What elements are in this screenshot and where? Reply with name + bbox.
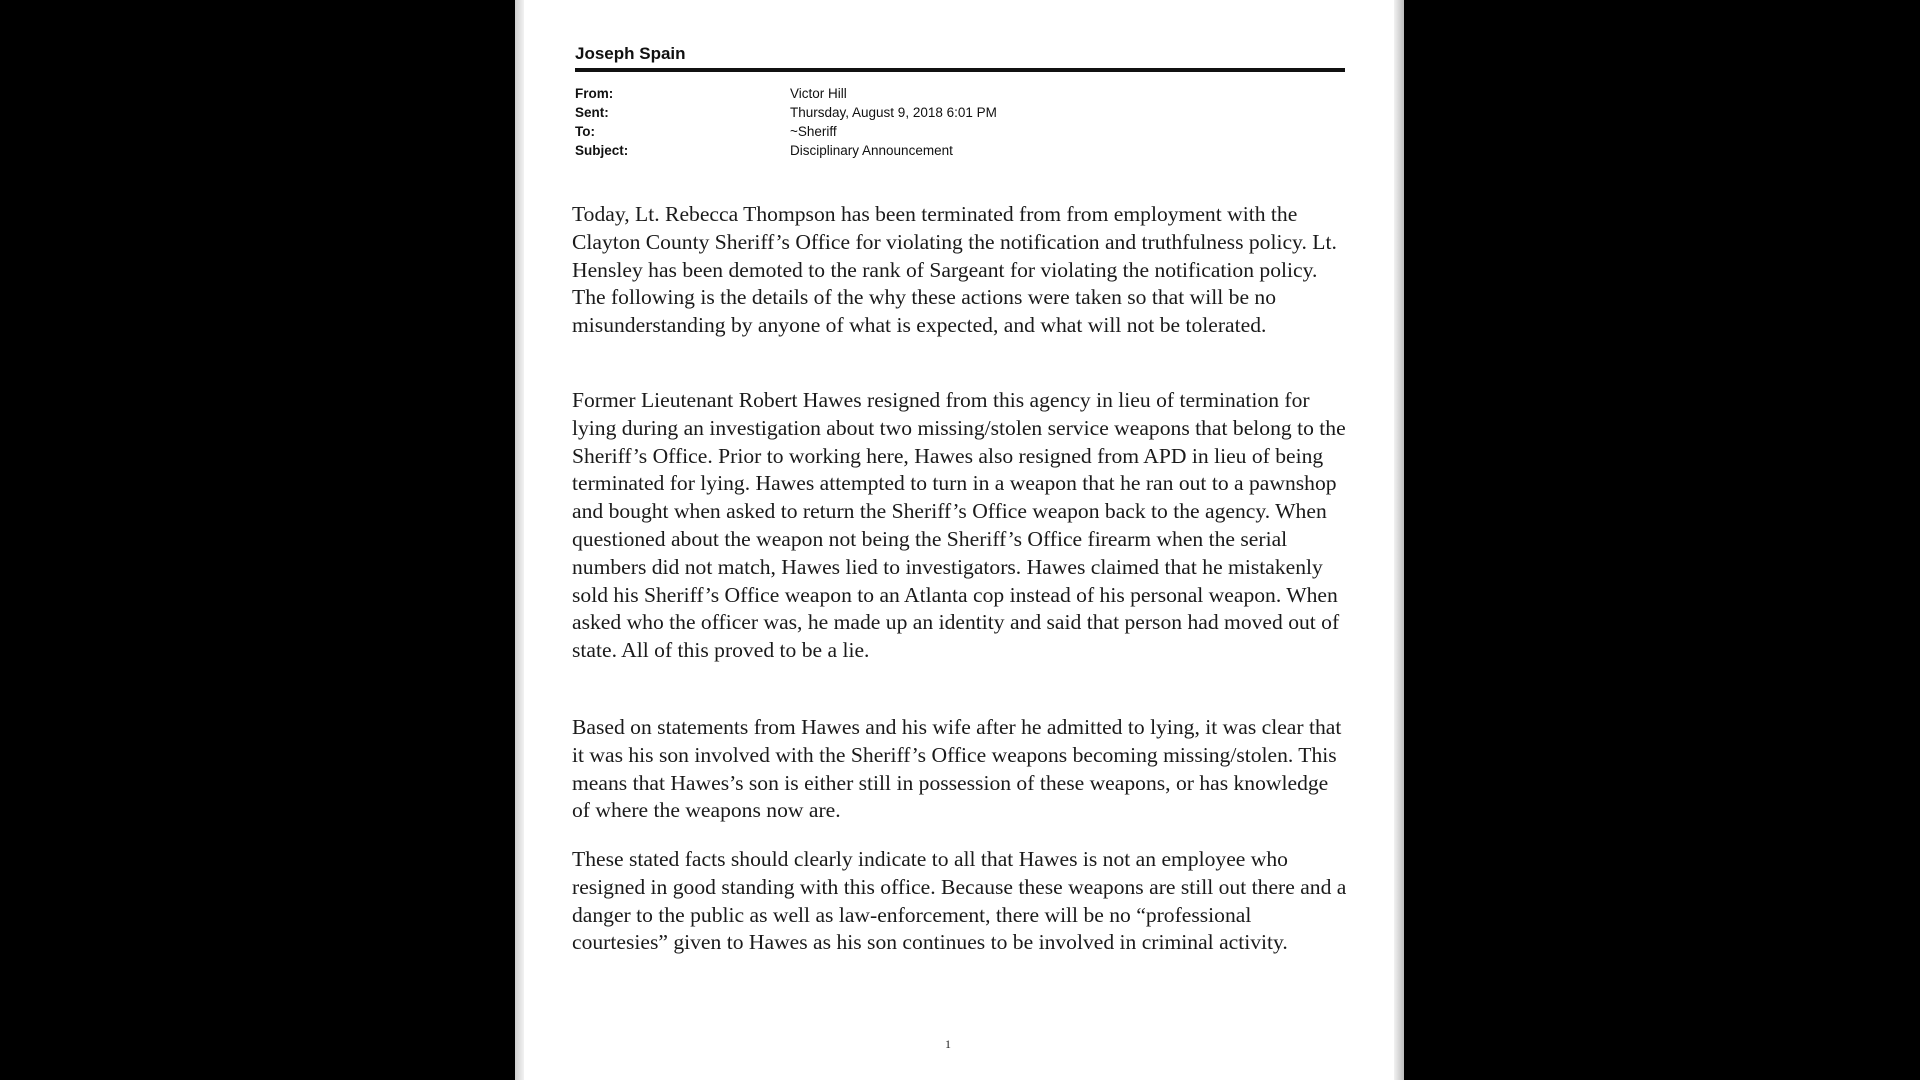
from-value: Victor Hill <box>790 86 847 101</box>
body-paragraph: Today, Lt. Rebecca Thompson has been terminated from from employment with the Clayton County Sheriff’s Office for violating the notification and truthfulness policy. Lt. Hensley has been demoted to the rank of Sargeant for violating the notification policy. The following is the details of the why these actions were taken so that will be no misunderstanding by anyone of what is expected, and what will not be tolerated. <box>572 202 1337 338</box>
body-paragraph: Former Lieutenant Robert Hawes resigned from this agency in lieu of termination for lying during an investigation about two missing/stolen service weapons that belong to the Sheriff’s Office. Prior to working here, Hawes also resigned from APD in lieu of being terminated for lying. Hawes attempted to turn in a weapon that he ran out to a pawnshop and bought when asked to return the Sheriff’s Office weapon back to the agency. When questioned about the weapon not being the Sheriff’s Office firearm when the serial numbers did not match, Hawes lied to investigators. Hawes claimed that he mistakenly sold his Sheriff’s Office weapon to an Atlanta cop instead of his personal weapon. When asked who the officer was, he made up an identity and said that person had moved out of state. All of this proved to be a lie. <box>572 388 1346 663</box>
page-number: 1 <box>945 1037 951 1051</box>
subject-value: Disciplinary Announcement <box>790 143 953 158</box>
sent-label: Sent: <box>575 105 609 120</box>
page-edge-shadow-left <box>515 0 524 1080</box>
to-label: To: <box>575 124 595 139</box>
sender-name: Joseph Spain <box>575 44 686 63</box>
page-edge-shadow-right <box>1394 0 1404 1080</box>
subject-label: Subject: <box>575 143 629 158</box>
to-value: ~Sheriff <box>790 124 837 139</box>
header-divider <box>575 68 1345 72</box>
body-paragraph: These stated facts should clearly indicate to all that Hawes is not an employee who resigned in good standing with this office. Because these weapons are still out there and a danger to the public as well as law-enforcement, there will be no “professional courtesies” given to Hawes as his son continues to be involved in criminal activity. <box>572 847 1347 955</box>
sent-value: Thursday, August 9, 2018 6:01 PM <box>790 105 997 120</box>
body-paragraph: Based on statements from Hawes and his wife after he admitted to lying, it was clear that it was his son involved with the Sheriff’s Office weapons becoming missing/stolen. This means that Hawes’s son is either still in possession of these weapons, or has knowledge of where the weapons now are. <box>572 715 1342 823</box>
from-label: From: <box>575 86 614 101</box>
